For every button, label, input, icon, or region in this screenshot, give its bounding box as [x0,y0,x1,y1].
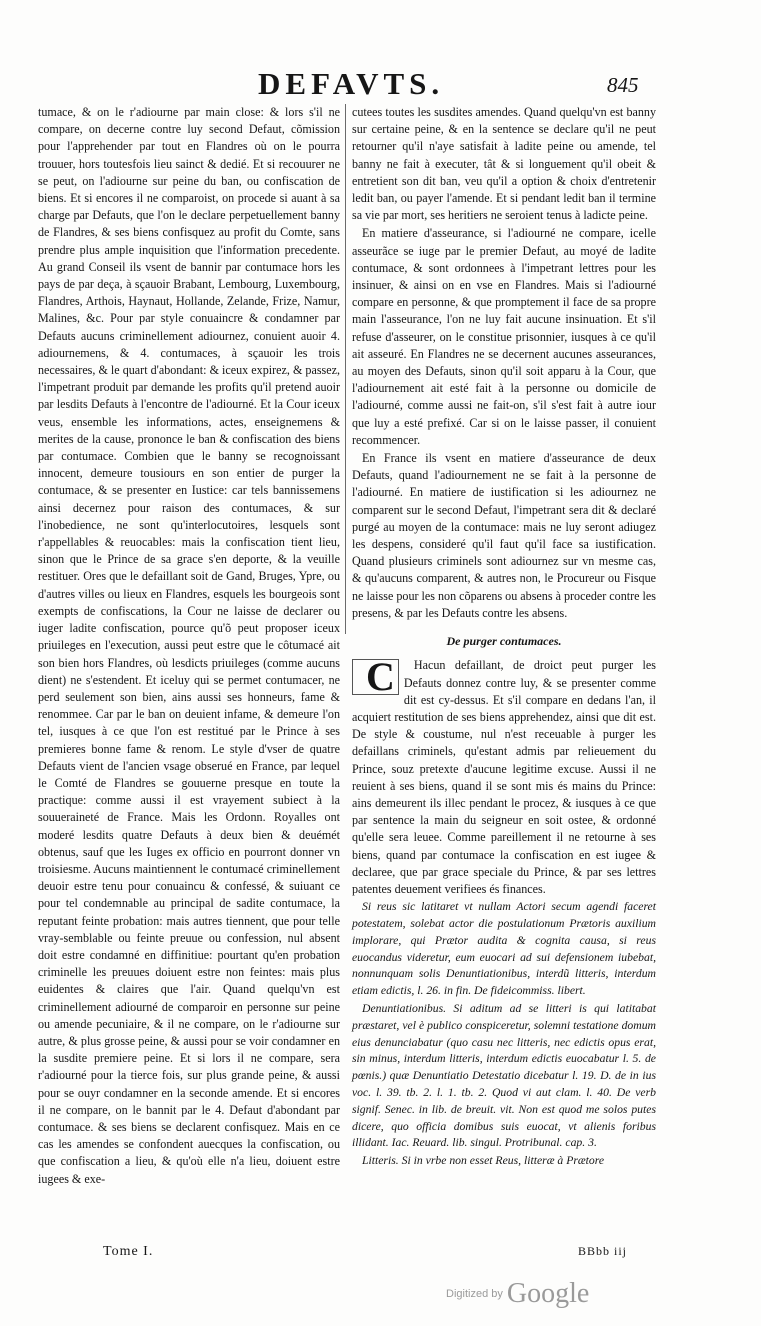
signature-mark: BBbb iij [578,1244,628,1258]
section-first-paragraph-text: Hacun defaillant, de droict peut purger les Defauts donnez contre luy, & se presenter comme dit est cy-dessus. Et s'il compare en dedans l'an, il acquiert restitution de ses biens apprehendez, ainsi que dit est. De style & coustume, nul n'est receuable à purger les defaillans criminels, qu'estant admis par relieuement du Prince, souz pretexte d'aucune legitime excuse. Aussi il ne reuient à ses biens, quand il se sont mis és mains du Prince: ains demeurent ils illec pendant le procez, & iusques à ce que par sentence la main du seigneur en soit ostee, & ordonné qu'elle sera leuee. Comme pareillement il ne retourne à ses biens, quand par contumace la confiscation en est iugee & declaree, que par grace speciale du Prince, & par ses lettres patentes deuement verifiees és finances. [352,658,656,896]
right-paragraph-2: En matiere d'asseurance, si l'adiourné ne compare, icelle asseurãce se iuge par le premier Defaut, au moyé de ladite contumace, & sont ordonnees à l'impetrant lettres pour les insinuer, & ainsi on en vse en Flandres. Mais si l'adiourné compare en personne, & que promptement il face de sa propre main l'asseurance, l'on ne luy fait aucune insinuation. Et s'il refuse d'asseurer, on le constitue prisonnier, iusques à ce qu'il ait asseuré. En Flandres ne se decernent aucunes asseurances, au moyen des Defauts, sinon qu'il soit apparu à la Cour, que l'adiournement ait esté fait à la personne ou domicile de l'adiourné, comme aussi ne fait-on, s'il s'est fait à autre iour que luy a esté prefixé. Car si on le laisse passer, il conuient recommencer. [352,226,656,447]
right-column [352,104,656,1171]
digitization-watermark [446,1278,589,1312]
page-number: 845 [607,73,639,97]
running-head [0,66,761,106]
section-heading: De purger contumaces. [446,634,562,649]
latin-note-2: Denuntiationibus. Si aditum ad se litteri is qui latitabat præstaret, vel è publico conspiceretur, solemni testatione domum eius denunciabatur (quo casu nec litteris, nec edictis opus erat, sin minus, interdum litteris, interdum edictis euocabatur l. 5. de pœnis.) quæ Denuntiatio Detestatio dicebatur l. 19. D. de in ius voc. l. 39. tb. 2. l. 1. tb. 2. Quod vi aut clam. l. 40. De verb signif. Senec. in lib. de breuit. vit. Non est quod me solos putes dicere, quo officia domibus suis euocat, vt alienis foribus illidant. Iac. Reuard. lib. singul. Protribunal. cap. 3. [352,1001,656,1150]
latin-note-1: Si reus sic latitaret vt nullam Actori secum agendi faceret potestatem, solebat actor die postulationum Prætoris auxilium implorare, qui Prætor audita & cognita causa, si reus euocandus videretur, eum euocari ad sui defensionem iubebat, nonnunquam solis Denuntiationibus, interdũ litteris, interdum etiam edictis, l. 26. in fin. De fideicommiss. libert. [352,900,656,998]
running-title: DEFAVTS. [258,66,445,101]
google-logo: Google [506,1278,590,1309]
volume-label: Tome I. [103,1244,154,1259]
column-divider [345,104,346,634]
right-paragraph-1: cutees toutes les susdites amendes. Quand quelqu'vn est banny sur certaine peine, & en la sentence se declare qu'il ne peut retourner qu'il n'aye satisfait à ladite peine ou amende, tel banny ne fait à executer, tât & si longuement qu'il obeit & entretient son dit ban, veu qu'il a option & choix d'entretenir ledit ban, ou payer l'amende. Et si pendant ledit ban il termine sa vie par mort, ses heritiers ne seroient tenus à ladicte peine. [352,105,656,223]
left-column [38,104,340,1188]
section-first-paragraph [352,654,656,898]
page-footer [0,1244,761,1274]
latin-note-3: Litteris. Si in vrbe non esset Reus, litteræ à Prætore [362,1154,605,1168]
right-paragraph-3: En France ils vsent en matiere d'asseurance de deux Defauts, quand l'adiournement ne se fait à la personne de l'adiourné. En matiere de iustification si les adiournez ne comparent sur le second Defaut, l'impetrant sera dit & declaré purgé au moyen de la contumace: mais ne luy seront adiugez les despens, consideré qu'il faut qu'il face sa iustification. Quand plusieurs criminels sont adiournez sur vn mesme cas, & qu'aucuns comparent, & autres non, le Procureur ou Fisque ne laisse pour les non cõparens ou absens à proceder contre les presens, & par les Defauts contre les absens. [352,451,656,620]
watermark-prefix: Digitized by [446,1288,503,1300]
drop-cap-initial: C [352,659,399,695]
left-paragraph-1: tumace, & on le r'adiourne par main close: & lors s'il ne compare, on decerne contre luy second Defaut, cõmission pour l'apprehender par tout en Flandres où on le pourra trouuer, hors toutesfois lieu sainct & dedié. Et si recouurer ne se peut, on l'adiourne sur peine du ban, ou confiscation de biens. Et si encores il ne comparoist, on procede si auant à sa charge par Defauts, que l'on le declare perpetuellement banny de Flandres, & ses biens confisquez au profit du Comte, sans prendre plus ample inquisition que l'information precedente. Au grand Conseil ils vsent de bannir par contumace hors les pays de par deça, à sçauoir Brabant, Lembourg, Luxembourg, Flandres, Arthois, Haynaut, Hollande, Zelande, Frize, Namur, Malines, &c. Pour par style conuaincre & condamner par Defauts aucuns criminellement adiournez, conuient auoir 4. adiournemens, & 4. contumaces, à sçauoir les trois necessaires, & le quart d'abondant: & iceux expirez, & passez, l'impetrant produit par demande les profits qu'il pretend auoir par lesdits Defauts à l'encontre de l'adiourné. Et la Cour iceux veus, ensemble les informations, actes, enseignemens & merites de la cause, prononce le ban & confiscation des biens par contumace. Combien que le banny se recognoissant innocent, demeure tousiours en son entier de purger la contumace, & se presenter en Iustice: car tels bannissemens ainsi decernez pour raison des contumaces, & sur l'inobedience, ne sont qu'interlocutoires, lesquels sont r'appellables & reuocables: mais la confiscation tient lieu, sinon que le Prince de sa grace s'en deporte, & la veuille restituer. Ores que le defaillant soit de Gand, Bruges, Ypre, ou d'autres villes ou lieux en Flandres, esquels les bourgeois sont exempts de confiscations, la Cour ne laisse de declarer ou iuger ladite confiscation, pource qu'õ peut proposer iceux priuileges en l'execution, aussi peut estre que le côtumacé ait son bien hors Flandres, où lesdicts priuileges (comme aucuns dient) ne s'estendent. Et iceluy qui se permet contumacer, ne perd seulement son bien, ains aussi ses honneurs, fame & renommee. Car par le ban on deuient infame, & demeure l'on tel, iusques à ce que l'on est restitué par le Prince à ses premieres bonne fame & renom. Le style d'vser de quatre Defauts vient de l'ancien vsage obserué en France, par lequel le Comté de Flandres se gouuerne presque en toute la practique: comme aussi il est vrayement subiect à la souueraineté de France. Mais les Ordonn. Royalles ont moderé lesdits quatre Defauts à deux bien & deuémét obtenus, sauf que les Iuges ex officio en pourront donner vn troisiesme. Aucuns maintiennent le contumacé criminellement deuoir estre tenu pour conuaincu & confessé, & suiuant ce pour tel condemnable au principal de sadite contumace, la reputant feinte probation: mais autres tiennent, que pour telle vray-semblable ou feinte preuue ou confession, nul absent doit estre condamné en diffinitiue: pourtant qu'en probation criminelle les preuues doiuent estre non feintes: mais plus euidentes & claires que l'air. Quand quelqu'vn est criminellement adiourné de comparoir en personne sur peine ou amende pecuniaire, & il ne compare, on le r'adiourne sur autre, & plus grosse peine, & aussi pour se voir condamner en la susdite premiere peine. Et si lors il ne compare, sera r'adiourné pour la tierce fois, sur plus grande peine, & aussi pour se ouyr condamner en la seconde amende. Et si encores il ne compare, on le bannit par le 4. Defaut d'abondant par contumace. & ses biens se declarent confisquez. Mais en ce cas les amendes se confondent auecques la confiscation, ou que confiscation a lieu, & qu'où elle n'a lieu, doiuent estre iugees & exe- [38,105,340,1186]
